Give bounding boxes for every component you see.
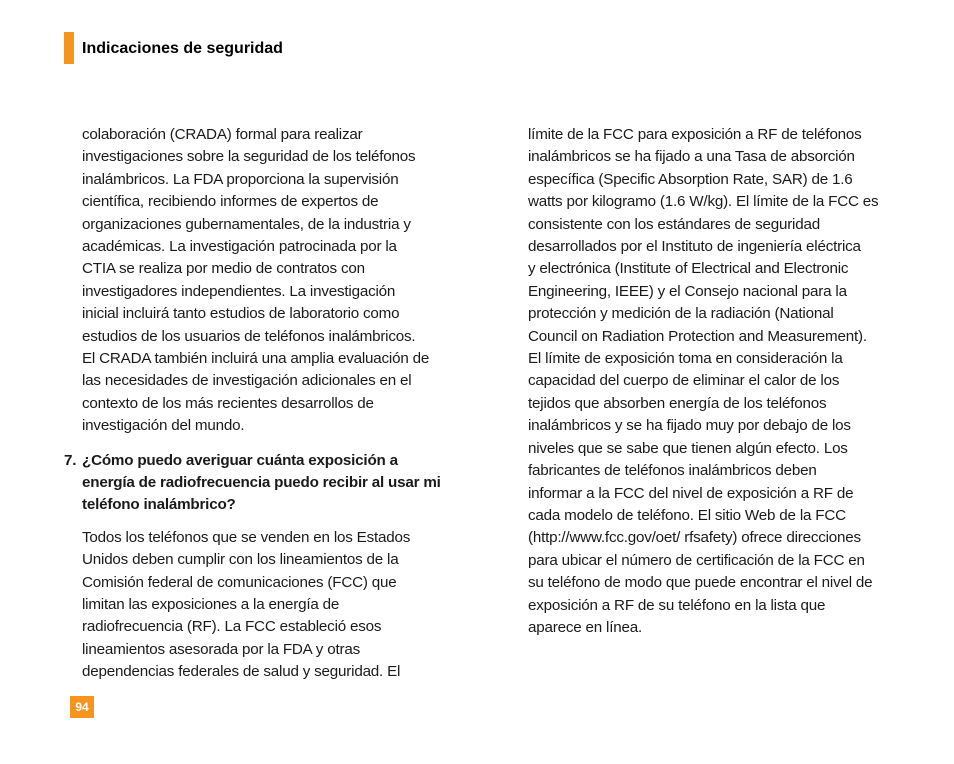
text-line: CTIA se realiza por medio de contratos con — [82, 260, 365, 278]
paragraph-fcc-limit — [528, 124, 912, 639]
text-line: exposición a RF de su teléfono en la lista que — [528, 596, 826, 614]
text-line: científica, recibiendo informes de expertos de — [82, 193, 379, 211]
question-line: teléfono inalámbrico? — [82, 495, 236, 513]
text-line: Todos los teléfonos que se venden en los Estados — [82, 528, 411, 546]
text-line: investigadores independientes. La investigación — [82, 282, 396, 300]
text-line: capacidad del cuerpo de eliminar el calor de los — [528, 372, 840, 390]
text-line: El CRADA también incluirá una amplia evaluación de — [82, 350, 430, 368]
page-title: Indicaciones de seguridad — [82, 40, 283, 57]
text-line: estudios de los usuarios de teléfonos inalámbricos. — [82, 327, 416, 345]
text-line: aparece en línea. — [528, 618, 642, 636]
text-line: limitan las exposiciones a la energía de — [82, 595, 340, 613]
text-line: inalámbricos. La FDA proporciona la supervisión — [82, 170, 399, 188]
text-line: académicas. La investigación patrocinada por la — [82, 238, 397, 256]
section-accent-bar — [64, 32, 74, 64]
text-line: (http://www.fcc.gov/oet/ rfsafety) ofrece direcciones — [528, 529, 861, 547]
text-line: lineamientos asesorada por la FDA y otras — [82, 640, 360, 658]
text-line: Unidos deben cumplir con los lineamientos de la — [82, 551, 399, 569]
left-column — [64, 124, 468, 684]
text-line: Comisión federal de comunicaciones (FCC) que — [82, 573, 397, 591]
text-line: investigación del mundo. — [82, 417, 245, 435]
question-line: energía de radiofrecuencia puedo recibir al usar mi — [82, 473, 441, 491]
text-line: cada modelo de teléfono. El sitio Web de la FCC — [528, 506, 846, 524]
text-line: colaboración (CRADA) formal para realizar — [82, 126, 363, 143]
text-line: informar a la FCC del nivel de exposición a RF de — [528, 484, 854, 502]
paragraph-fcc-guidelines — [82, 527, 468, 684]
text-line: niveles que se sabe que tienen algún efecto. Los — [528, 439, 848, 457]
paragraph-crada — [82, 124, 468, 438]
text-line: específica (Specific Absorption Rate, SAR) de 1.6 — [528, 170, 853, 188]
text-line: inicial incluirá tanto estudios de laboratorio como — [82, 305, 400, 323]
question-number: 7. — [64, 451, 77, 469]
text-line: su teléfono de modo que puede encontrar el nivel de — [528, 574, 873, 592]
text-line: protección y medición de la radiación (National — [528, 305, 834, 323]
text-line: tejidos que absorben energía de los teléfonos — [528, 394, 827, 412]
text-line: radiofrecuencia (RF). La FCC estableció esos — [82, 618, 382, 636]
text-line: Council on Radiation Protection and Measurement). — [528, 327, 867, 345]
text-line: desarrollados por el Instituto de ingeniería eléctrica — [528, 238, 861, 256]
text-line: para ubicar el número de certificación de la FCC en — [528, 551, 865, 569]
text-line: watts por kilogramo (1.6 W/kg). El límite de la FCC es — [528, 193, 879, 211]
question-line: ¿Cómo puedo averiguar cuánta exposición a — [82, 451, 398, 469]
text-line: dependencias federales de salud y seguridad. El — [82, 663, 401, 681]
text-line: El límite de exposición toma en consideración la — [528, 350, 843, 368]
text-line: inalámbricos y se ha fijado muy por debajo de los — [528, 417, 851, 435]
text-line: Engineering, IEEE) y el Consejo nacional para la — [528, 282, 847, 300]
text-line: y electrónica (Institute of Electrical and Electronic — [528, 260, 849, 278]
text-line: consistente con los estándares de seguridad — [528, 215, 820, 233]
text-line: contexto de los más recientes desarrollos de — [82, 394, 374, 412]
right-column — [528, 124, 912, 639]
question-heading — [64, 450, 468, 516]
page-number-badge: 94 — [70, 696, 94, 718]
text-line: inalámbricos se ha fijado a una Tasa de absorción — [528, 148, 855, 166]
text-line: fabricantes de teléfonos inalámbricos deben — [528, 462, 817, 480]
text-line: investigaciones sobre la seguridad de los teléfonos — [82, 148, 416, 166]
text-line: organizaciones gubernamentales, de la industria y — [82, 215, 411, 233]
text-line: las necesidades de investigación adicionales en el — [82, 372, 412, 390]
text-line: límite de la FCC para exposición a RF de teléfonos — [528, 126, 862, 143]
